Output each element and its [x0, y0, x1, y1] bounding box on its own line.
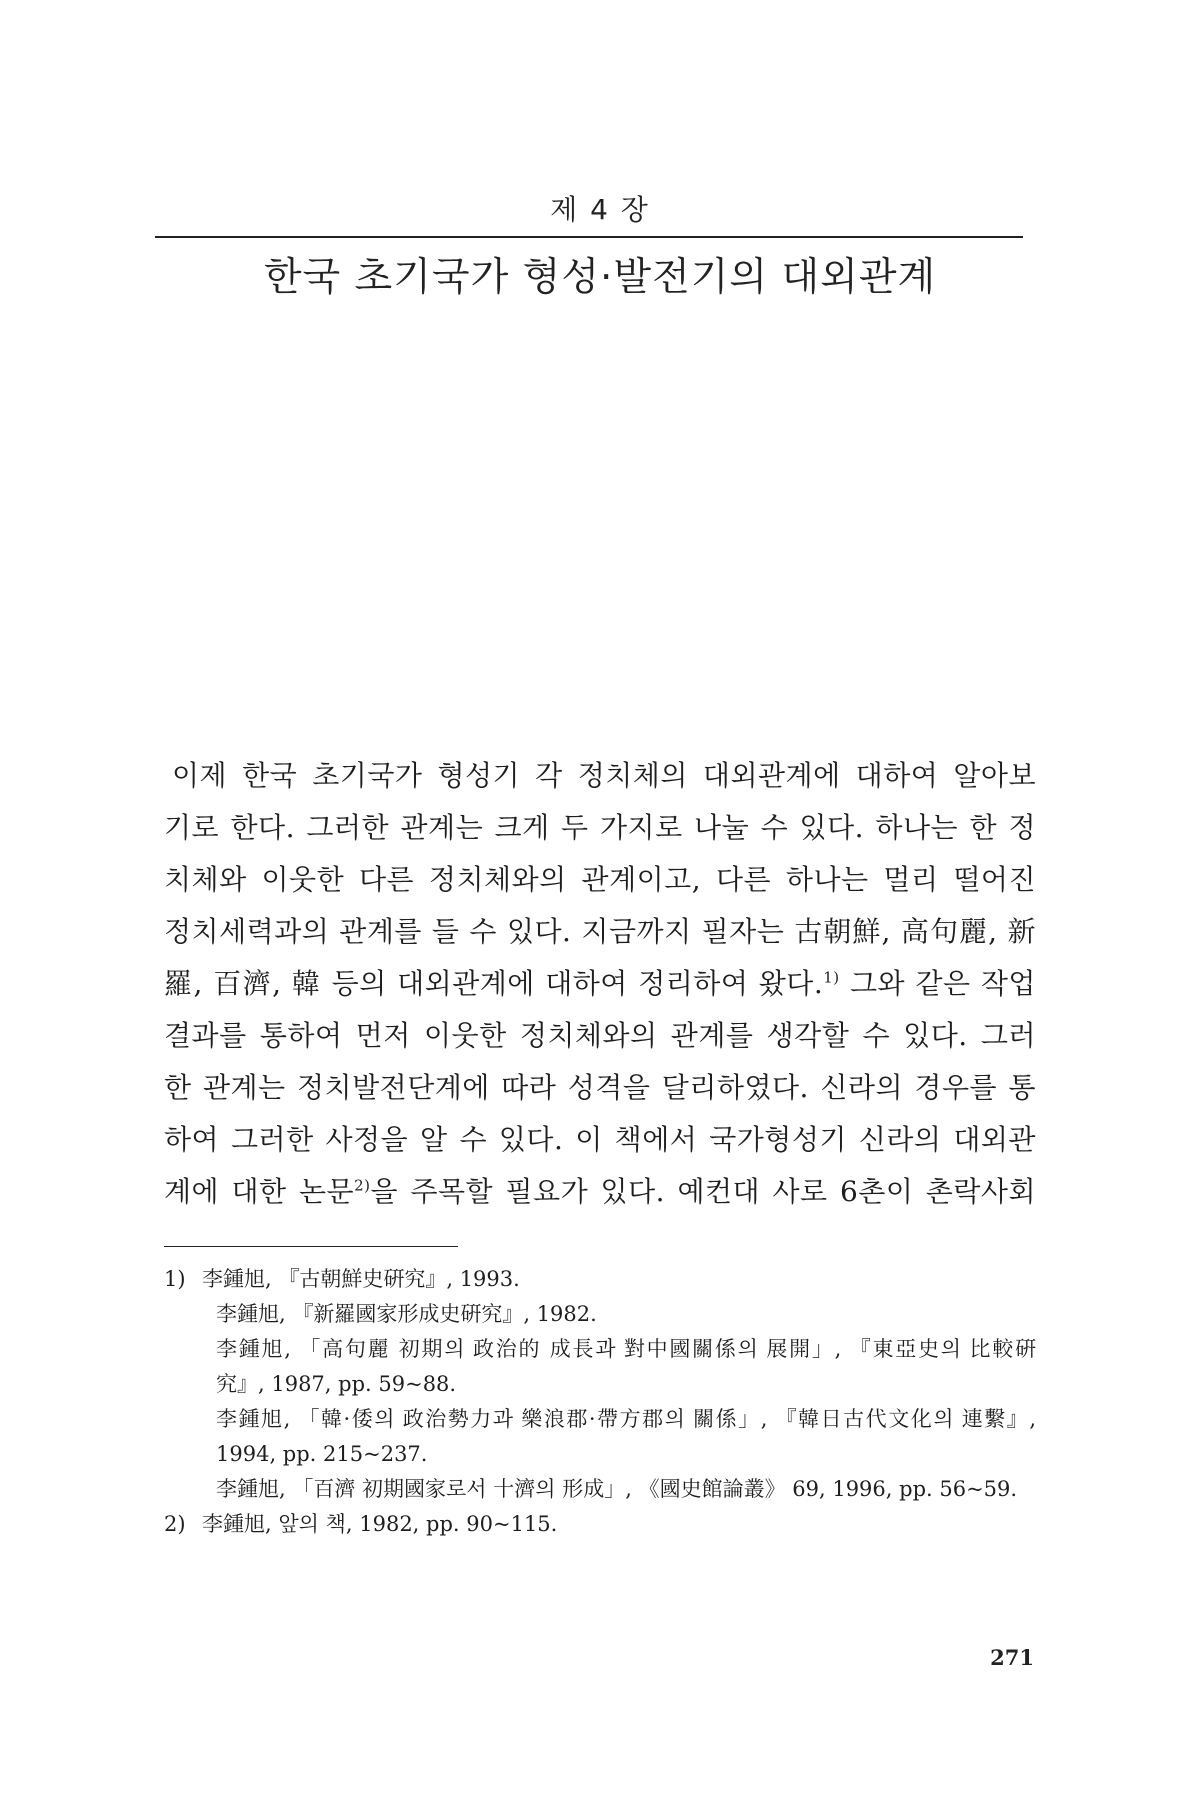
chapter-rule	[155, 236, 1023, 238]
footnote-line: 究』, 1987, pp. 59~88.	[216, 1372, 457, 1396]
body-line: 한 관계는 정치발전단계에 따라 성격을 달리하였다. 신라의 경우를 통	[164, 1071, 1036, 1104]
footnote-line: 李鍾旭, 「韓·倭의 政治勢力과 樂浪郡·帶方郡의 關係」, 『韓日古代文化의 連繫』,	[216, 1407, 1036, 1431]
chapter-number: 제 4 장	[550, 193, 650, 226]
body-line	[164, 1166, 1036, 1218]
footnote-1	[164, 1262, 1036, 1507]
footnote-text: 李鍾旭, 『古朝鮮史硏究』, 1993.	[202, 1267, 520, 1291]
footnote-text: 李鍾旭, 앞의 책, 1982, pp. 90~115.	[202, 1512, 558, 1536]
footnote-mark: 1)	[164, 1267, 186, 1291]
body-paragraph	[164, 750, 1036, 1218]
body-line-segment: 그와 같은 작업	[839, 967, 1036, 1000]
footnote-line: 李鍾旭, 「百濟 初期國家로서 十濟의 形成」, 《國史館論叢》 69, 1996, pp. 56~59.	[216, 1477, 1018, 1501]
chapter-title: 한국 초기국가 형성·발전기의 대외관계	[263, 255, 937, 300]
footnotes	[164, 1262, 1036, 1542]
page-number: 271	[990, 1645, 1034, 1670]
footnote-ref-2[interactable]: 2)	[354, 1176, 371, 1195]
footnote-ref-1[interactable]: 1)	[823, 968, 840, 987]
body-line: 이제 한국 초기국가 형성기 각 정치체의 대외관계에 대하여 알아보	[172, 759, 1036, 792]
footnote-line: 李鍾旭, 「高句麗 初期의 政治的 成長과 對中國關係의 展開」, 『東亞史의 比較硏	[216, 1337, 1036, 1361]
footnote-line	[164, 1507, 1036, 1542]
body-line: 정치세력과의 관계를 들 수 있다. 지금까지 필자는 古朝鮮, 高句麗, 新	[164, 915, 1036, 948]
body-line: 기로 한다. 그러한 관계는 크게 두 가지로 나눌 수 있다. 하나는 한 정	[164, 811, 1036, 844]
footnote-2	[164, 1507, 1036, 1542]
footnote-line: 1994, pp. 215~237.	[216, 1442, 428, 1466]
footnote-line: 李鍾旭, 『新羅國家形成史硏究』, 1982.	[216, 1302, 597, 1326]
body-line: 하여 그러한 사정을 알 수 있다. 이 책에서 국가형성기 신라의 대외관	[164, 1123, 1036, 1156]
footnote-mark: 2)	[164, 1512, 186, 1536]
body-line-segment: 계에 대한 논문	[164, 1175, 355, 1208]
body-line-segment: 羅, 百濟, 韓 등의 대외관계에 대하여 정리하여 왔다.	[164, 967, 824, 1000]
body-line	[164, 958, 1036, 1010]
footnote-rule	[164, 1246, 458, 1247]
body-line: 결과를 통하여 먼저 이웃한 정치체와의 관계를 생각할 수 있다. 그러	[164, 1019, 1036, 1052]
body-line: 치체와 이웃한 다른 정치체와의 관계이고, 다른 하나는 멀리 떨어진	[164, 863, 1036, 896]
footnote-line	[164, 1262, 1036, 1297]
body-line-segment: 을 주목할 필요가 있다. 예컨대 사로 6촌이 촌락사회	[370, 1175, 1036, 1208]
